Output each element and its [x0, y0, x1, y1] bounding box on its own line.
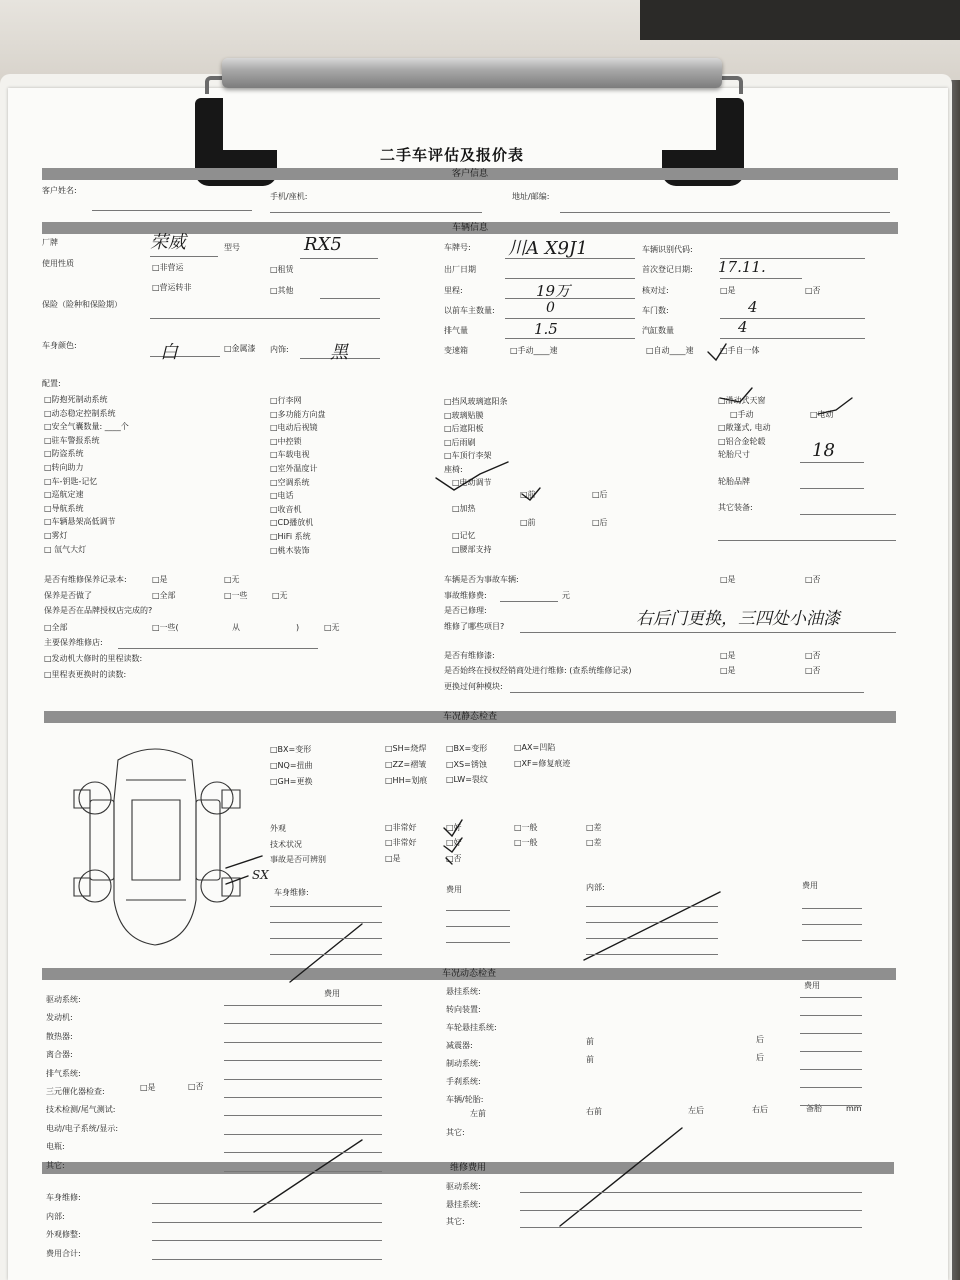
seat-power-checkbox[interactable]: □电动调节	[452, 478, 492, 487]
repair-item-label: 车身维修:	[46, 1193, 81, 1202]
phone-label: 手机/座机:	[270, 192, 308, 201]
dynamic-cost-field[interactable]	[800, 1015, 862, 1016]
repair-item-label: 悬挂系统:	[446, 1199, 481, 1209]
config-option-checkbox[interactable]: □车载电视	[270, 450, 310, 460]
usage-non-commercial-checkbox[interactable]: □非营运	[152, 263, 184, 272]
brake-rear-label: 后	[756, 1053, 764, 1062]
usage-commercial-checkbox[interactable]: □营运转非	[152, 283, 192, 292]
legend-checkbox[interactable]: □XS=锈蚀	[446, 760, 487, 769]
dynamic-cost-field[interactable]	[800, 1051, 862, 1052]
config-option-checkbox[interactable]: □雾灯	[44, 531, 68, 540]
appearance-normal[interactable]: □一般	[514, 823, 538, 832]
main-shop-field[interactable]	[118, 648, 318, 649]
brake-front-label: 前	[586, 1055, 594, 1064]
appearance-poor[interactable]: □差	[586, 823, 602, 832]
config-option-checkbox[interactable]: □动态稳定控制系统	[44, 408, 116, 418]
other-equip-label: 其它装备:	[718, 503, 753, 512]
static-cost2-line[interactable]	[802, 924, 862, 925]
config-option-checkbox[interactable]: □后遮阳板	[444, 424, 484, 434]
auto-checkbox[interactable]: □自动____速	[646, 346, 694, 355]
repair-item-label: 其它:	[446, 1217, 465, 1226]
static-line[interactable]	[270, 938, 382, 939]
legend-checkbox[interactable]: □BX=变形	[446, 744, 488, 753]
tire-lf-label: 左前	[470, 1109, 486, 1118]
accident-fee-label: 事故维修费:	[444, 591, 487, 600]
maint-record-yes[interactable]: □是	[152, 575, 168, 584]
dynamic-cost-left: 费用	[324, 989, 340, 998]
other-equip-field-2[interactable]	[718, 540, 896, 541]
tire-size-field[interactable]	[800, 462, 864, 463]
dynamic-item-label: 其它:	[46, 1160, 65, 1170]
verified-yes-checkbox[interactable]: □是	[720, 286, 736, 295]
repair-field[interactable]	[152, 1203, 382, 1204]
dynamic-item-label: 技术检测/尾气测试:	[46, 1105, 116, 1115]
background-furniture	[640, 0, 960, 40]
cylinders-field[interactable]	[720, 338, 865, 339]
alloy-wheels-checkbox[interactable]: □铝合金轮毂	[718, 437, 766, 446]
tech-label: 技术状况	[270, 840, 302, 849]
dynamic-cost-field[interactable]	[224, 1134, 382, 1135]
config-option-checkbox[interactable]: □防抱死制动系统	[44, 395, 108, 404]
tech-normal[interactable]: □一般	[514, 838, 538, 847]
customer-name-label: 客户姓名:	[42, 186, 77, 195]
convertible-checkbox[interactable]: □敞篷式, 电动	[718, 423, 771, 432]
tire-rr-label: 右后	[752, 1105, 768, 1114]
dynamic-item-label: 驱动系统:	[46, 995, 81, 1004]
config-option-checkbox[interactable]: □桃木装饰	[270, 545, 310, 555]
maint-done-some[interactable]: □一些	[224, 591, 248, 600]
section-customer: 客户信息	[42, 168, 898, 180]
seat-heat-checkbox[interactable]: □加热	[452, 504, 476, 513]
dynamic-item-label: 车轮悬挂系统:	[446, 1023, 497, 1032]
config-option-checkbox[interactable]: □车顶行李架	[444, 451, 492, 461]
dynamic-cost-field[interactable]	[224, 1097, 382, 1098]
repair-field[interactable]	[520, 1227, 862, 1228]
dealer-some[interactable]: □一些(	[152, 623, 179, 632]
config-option-checkbox[interactable]: □CD播放机	[270, 518, 314, 528]
maint-done-none[interactable]: □无	[272, 591, 288, 600]
first-reg-label: 首次登记日期:	[642, 265, 693, 274]
dynamic-item-label: 减震器:	[446, 1041, 473, 1050]
dynamic-item-label: 散热器:	[46, 1031, 73, 1041]
dynamic-cost-field[interactable]	[224, 1171, 382, 1172]
dynamic-item-label: 制动系统:	[446, 1059, 481, 1068]
hw-cylinders: 4	[738, 318, 748, 336]
clip-bar	[222, 58, 722, 88]
static-cost-line[interactable]	[446, 942, 510, 943]
dynamic-cost-field[interactable]	[224, 1023, 382, 1024]
hw-doors: 4	[748, 298, 758, 316]
sunroof-power-checkbox[interactable]: □电动	[810, 410, 834, 419]
hw-mileage: 19万	[536, 282, 571, 300]
hw-interior: 黑	[330, 342, 348, 363]
usage-label: 使用性质	[42, 259, 74, 268]
repaired-label: 是否已修理:	[444, 606, 487, 615]
engine-km-label: □发动机大修时的里程读数:	[44, 654, 143, 663]
sunroof-manual-checkbox[interactable]: □手动	[730, 410, 754, 419]
dynamic-item-label: 离合器:	[46, 1050, 73, 1060]
tire-brand-field[interactable]	[800, 488, 864, 489]
config-option-checkbox[interactable]: □电动后视镜	[270, 423, 318, 433]
static-cost-label: 费用	[446, 885, 462, 894]
hw-plate: 川A X9J1	[508, 238, 588, 259]
identify-label: 事故是否可辨别	[270, 855, 326, 864]
hw-first-reg: 17.11.	[718, 258, 766, 276]
static-interior-line[interactable]	[586, 922, 718, 923]
config-option-checkbox[interactable]: □电话	[270, 491, 294, 501]
mfg-date-field[interactable]	[505, 278, 635, 279]
tire-brand-label: 轮胎品牌	[718, 477, 750, 486]
repair-item-label: 内部:	[46, 1211, 65, 1221]
form-title: 二手车评估及报价表	[380, 146, 525, 164]
hw-model: RX5	[304, 234, 342, 255]
repair-field[interactable]	[152, 1259, 382, 1260]
static-interior-label: 内部:	[586, 883, 605, 892]
customer-name-field[interactable]	[92, 210, 252, 211]
dynamic-item-label: 三元催化器检查:	[46, 1087, 105, 1096]
config-label: 配置:	[42, 379, 61, 388]
model-field[interactable]	[300, 258, 378, 259]
odo-km-label: □里程表更换时的读数:	[44, 670, 127, 679]
config-option-checkbox[interactable]: □驻车警报系统	[44, 435, 100, 445]
module-label: 更换过何种模块:	[444, 682, 503, 691]
identify-no[interactable]: □否	[446, 854, 462, 863]
section-vehicle: 车辆信息	[42, 222, 898, 234]
maint-done-all[interactable]: □全部	[152, 591, 176, 600]
tire-rf-label: 右前	[586, 1107, 602, 1116]
identify-yes[interactable]: □是	[385, 854, 401, 863]
dealer-label: 保养是否在品牌授权店完成的?	[44, 606, 153, 615]
tech-poor[interactable]: □差	[586, 838, 602, 847]
legend-checkbox[interactable]: □ZZ=褶皱	[385, 760, 427, 769]
manual-checkbox[interactable]: □手动____速	[510, 346, 558, 355]
prev-owners-field[interactable]	[505, 318, 635, 319]
repair-items-field[interactable]	[520, 632, 896, 633]
mileage-label: 里程:	[444, 286, 463, 295]
seat-front-checkbox[interactable]: □前	[520, 490, 536, 499]
hw-displacement: 1.5	[534, 320, 558, 338]
dynamic-cost-field[interactable]	[224, 1060, 382, 1061]
address-field[interactable]	[560, 212, 890, 213]
config-option-checkbox[interactable]: □巡航定速	[44, 490, 84, 500]
dynamic-cost-field[interactable]	[800, 1087, 862, 1088]
interior-label: 内饰:	[270, 345, 289, 354]
tire-lr-label: 左后	[688, 1106, 704, 1115]
hw-brand: 荣威	[150, 232, 186, 253]
dynamic-item-label: 排气系统:	[46, 1068, 81, 1078]
static-cost-line[interactable]	[446, 926, 510, 927]
dynamic-cost-field[interactable]	[800, 1069, 862, 1070]
brand-field[interactable]	[150, 256, 218, 257]
static-interior-line[interactable]	[586, 938, 718, 939]
address-label: 地址/邮编:	[512, 192, 550, 201]
sunroof-checkbox[interactable]: □滑动式天窗	[718, 396, 766, 405]
catalyst-yes[interactable]: □是	[140, 1083, 156, 1092]
dynamic-other-label: 其它:	[446, 1128, 465, 1137]
usage-other-checkbox[interactable]: □其他	[270, 286, 294, 295]
section-static: 车况静态检查	[44, 711, 896, 723]
repair-item-label: 外观修整:	[46, 1230, 81, 1239]
static-cost2-line[interactable]	[802, 908, 862, 909]
repair-field[interactable]	[152, 1222, 382, 1223]
static-line[interactable]	[270, 922, 382, 923]
dynamic-cost-field[interactable]	[224, 1152, 382, 1153]
heat-rear-checkbox[interactable]: □后	[592, 518, 608, 527]
legend-checkbox[interactable]: □NQ=扭曲	[270, 761, 313, 770]
authorized-label: 是否始终在授权经销商处进行维修: (查系统维修记录)	[444, 666, 632, 675]
static-line[interactable]	[270, 954, 382, 955]
usage-other-field[interactable]	[320, 298, 380, 299]
authorized-no[interactable]: □否	[805, 666, 821, 675]
model-label: 型号	[224, 243, 240, 252]
config-option-checkbox[interactable]: □收音机	[270, 504, 302, 514]
dynamic-cost-field[interactable]	[224, 1115, 382, 1116]
seat-lumbar-checkbox[interactable]: □腰部支持	[452, 545, 492, 554]
shock-rear-label: 后	[756, 1035, 764, 1044]
tiptronic-checkbox[interactable]: □手自一体	[720, 346, 760, 355]
brand-label: 厂牌	[42, 238, 58, 247]
legend-checkbox[interactable]: □HH=划痕	[385, 776, 428, 785]
accident-yes[interactable]: □是	[720, 575, 736, 584]
legend-checkbox[interactable]: □AX=凹陷	[514, 743, 556, 752]
spare-label: 备胎	[806, 1104, 822, 1113]
accident-no[interactable]: □否	[805, 575, 821, 584]
tire-size-label: 轮胎尺寸	[718, 450, 750, 459]
hw-owners: 0	[546, 300, 555, 316]
repair-item-label: 费用合计:	[46, 1248, 81, 1258]
dynamic-item-label: 车辆/轮胎:	[446, 1095, 484, 1104]
config-option-checkbox[interactable]: □安全气囊数量: ____个	[44, 422, 129, 432]
dealer-close: )	[296, 623, 300, 632]
dynamic-item-label: 转向装置:	[446, 1005, 481, 1014]
insurance-field[interactable]	[150, 318, 380, 319]
legend-checkbox[interactable]: □LW=裂纹	[446, 775, 488, 784]
dynamic-cost-field[interactable]	[800, 997, 862, 998]
dynamic-cost-field[interactable]	[224, 1005, 382, 1006]
dynamic-item-label: 发动机:	[46, 1013, 73, 1023]
vin-label: 车辆识别代码:	[642, 245, 693, 254]
config-option-checkbox[interactable]: □空调系统	[270, 477, 310, 487]
static-cost2-label: 费用	[802, 881, 818, 890]
catalyst-no[interactable]: □否	[188, 1082, 204, 1091]
config-option-checkbox[interactable]: □挡风玻璃遮阳条	[444, 397, 508, 406]
module-field[interactable]	[510, 692, 864, 693]
paint-no[interactable]: □否	[805, 651, 821, 660]
config-option-checkbox[interactable]: □玻璃贴膜	[444, 410, 484, 420]
transmission-label: 变速箱	[444, 346, 468, 355]
repair-field[interactable]	[520, 1192, 862, 1193]
config-option-checkbox[interactable]: □ 氙气大灯	[44, 544, 87, 554]
static-cost-line[interactable]	[446, 910, 510, 911]
static-line[interactable]	[270, 906, 382, 907]
section-repair: 维修费用	[42, 1162, 894, 1174]
dynamic-cost-field[interactable]	[800, 1105, 862, 1106]
dealer-none[interactable]: □无	[324, 623, 340, 632]
config-option-checkbox[interactable]: □防盗系统	[44, 449, 84, 459]
maint-record-label: 是否有维修保养记录本:	[44, 575, 127, 584]
mfg-date-label: 出厂日期	[444, 265, 476, 274]
body-repair-label: 车身维修:	[274, 888, 309, 897]
tech-good[interactable]: □好	[446, 838, 462, 847]
displacement-field[interactable]	[505, 338, 635, 339]
config-option-checkbox[interactable]: □HiFi 系统	[270, 532, 311, 541]
config-option-checkbox[interactable]: □车辆悬架高低调节	[44, 517, 116, 527]
appearance-label: 外观	[270, 824, 286, 833]
seat-memory-checkbox[interactable]: □记忆	[452, 531, 476, 540]
displacement-label: 排气量	[444, 326, 468, 335]
dynamic-item-label: 电动/电子系统/显示:	[46, 1123, 119, 1133]
config-option-checkbox[interactable]: □室外温度计	[270, 464, 318, 473]
verified-no-checkbox[interactable]: □否	[805, 286, 821, 295]
yuan-label: 元	[562, 591, 570, 600]
cylinders-label: 汽缸数量	[642, 326, 674, 335]
other-equip-field[interactable]	[800, 514, 896, 515]
shock-front-label: 前	[586, 1037, 594, 1046]
dynamic-cost-right: 费用	[804, 981, 820, 990]
config-option-checkbox[interactable]: □转向助力	[44, 463, 84, 472]
seat-rear-checkbox[interactable]: □后	[592, 490, 608, 499]
first-reg-field[interactable]	[720, 278, 802, 279]
heat-front-checkbox[interactable]: □前	[520, 518, 536, 527]
mm-label: mm	[846, 1104, 862, 1113]
tech-very-good[interactable]: □非常好	[385, 838, 417, 847]
paint-yes[interactable]: □是	[720, 651, 736, 660]
repair-field[interactable]	[152, 1240, 382, 1241]
paint-label: 是否有维修漆:	[444, 651, 495, 660]
static-interior-line[interactable]	[586, 954, 718, 955]
insurance-label: 保险（险种和保险期）	[42, 300, 122, 309]
config-option-checkbox[interactable]: □中控锁	[270, 436, 302, 446]
main-shop-label: 主要保养维修店:	[44, 638, 103, 647]
repair-item-label: 驱动系统:	[446, 1182, 481, 1191]
legend-checkbox[interactable]: □SH=烧焊	[385, 744, 427, 753]
body-color-label: 车身颜色:	[42, 341, 77, 350]
legend-checkbox[interactable]: □GH=更换	[270, 777, 313, 786]
prev-owners-label: 以前车主数量:	[444, 306, 495, 315]
accident-fee-field[interactable]	[500, 601, 558, 602]
config-option-checkbox[interactable]: □后雨刷	[444, 437, 476, 447]
dynamic-cost-field[interactable]	[800, 1033, 862, 1034]
plate-label: 车牌号:	[444, 243, 471, 252]
usage-lease-checkbox[interactable]: □租赁	[270, 265, 294, 274]
static-interior-line[interactable]	[586, 906, 718, 907]
maint-record-none[interactable]: □无	[224, 575, 240, 584]
hw-repair-note: 右后门更换，三四处小油漆	[636, 609, 840, 629]
hw-sx: SX	[252, 868, 269, 882]
config-option-checkbox[interactable]: □车-钥匙-记忆	[44, 476, 98, 486]
metallic-checkbox[interactable]: □金属漆	[224, 344, 256, 353]
dynamic-cost-field[interactable]	[224, 1079, 382, 1080]
seat-label: 座椅:	[444, 465, 463, 474]
legend-checkbox[interactable]: □XF=修复痕迹	[514, 759, 571, 768]
static-cost2-line[interactable]	[802, 940, 862, 941]
appearance-good[interactable]: □好	[446, 823, 462, 832]
verified-label: 核对过:	[642, 286, 669, 295]
maint-done-label: 保养是否做了	[44, 591, 92, 600]
dynamic-cost-field[interactable]	[224, 1042, 382, 1043]
legend-checkbox[interactable]: □BX=变形	[270, 745, 312, 754]
phone-field[interactable]	[270, 212, 482, 213]
section-dynamic: 车况动态检查	[42, 968, 896, 980]
hw-tire-size: 18	[812, 440, 835, 461]
dealer-all[interactable]: □全部	[44, 623, 68, 632]
config-option-checkbox[interactable]: □行李网	[270, 396, 302, 405]
authorized-yes[interactable]: □是	[720, 666, 736, 675]
config-option-checkbox[interactable]: □多功能方向盘	[270, 409, 326, 419]
repair-items-label: 维修了哪些项目?	[444, 622, 505, 631]
config-option-checkbox[interactable]: □导航系统	[44, 503, 84, 513]
repair-field[interactable]	[520, 1210, 862, 1211]
appearance-very-good[interactable]: □非常好	[385, 823, 417, 832]
accident-label: 车辆是否为事故车辆:	[444, 575, 519, 584]
dynamic-item-label: 电瓶:	[46, 1142, 65, 1152]
doors-label: 车门数:	[642, 306, 669, 315]
dealer-from: 从	[232, 623, 240, 632]
dynamic-item-label: 手刹系统:	[446, 1077, 481, 1086]
hw-color: 白	[160, 342, 178, 363]
dynamic-item-label: 悬挂系统:	[446, 987, 481, 996]
